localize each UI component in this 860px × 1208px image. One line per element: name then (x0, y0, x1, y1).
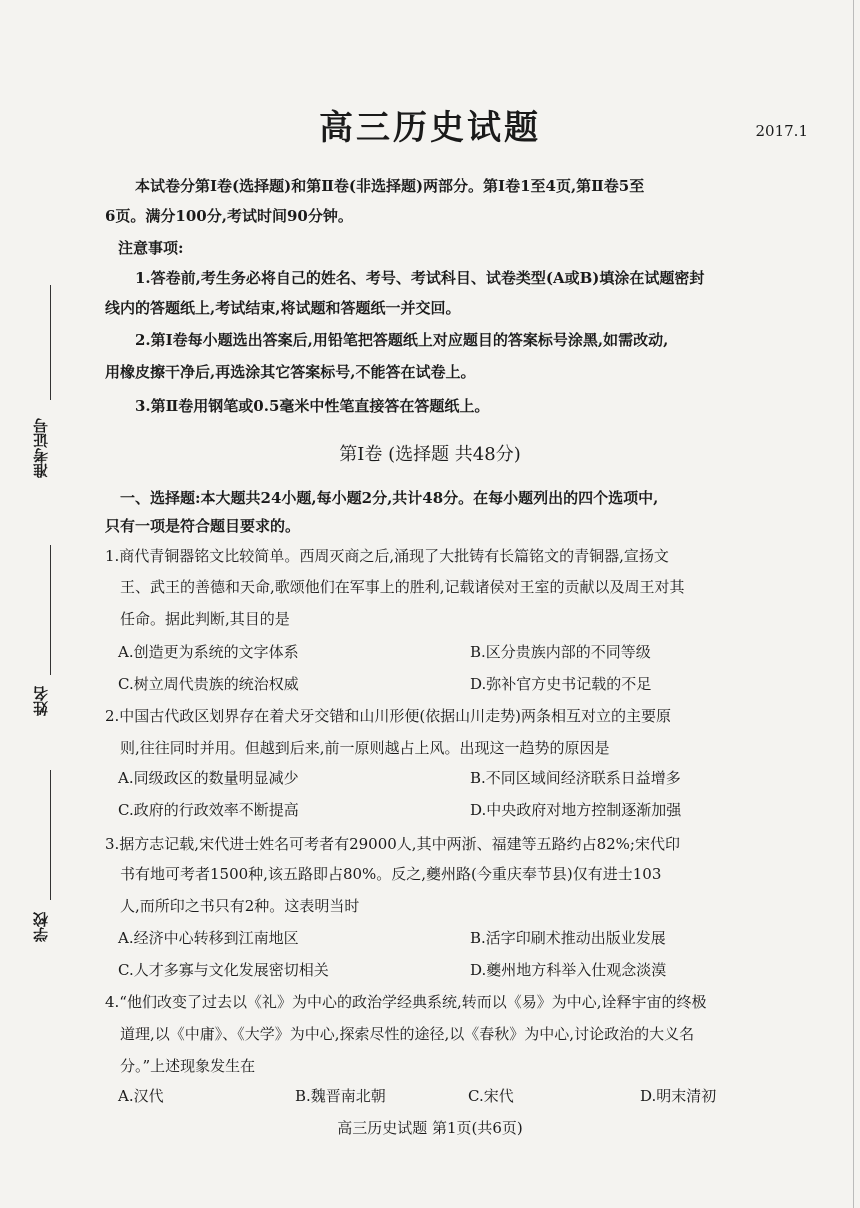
question-2-option-b: B.不同区域间经济联系日益增多 (470, 769, 681, 787)
name-label: 姓名 (32, 686, 50, 716)
school-label: 学校 (32, 912, 50, 942)
question-1-option-c: C.树立周代贵族的统治权威 (118, 675, 299, 693)
instruction-line-2: 只有一项是符合题目要求的。 (105, 517, 301, 535)
question-1-option-b: B.区分贵族内部的不同等级 (470, 643, 651, 661)
page-title: 高三历史试题 (319, 108, 541, 148)
question-1-option-a: A.创造更为系统的文字体系 (118, 643, 299, 661)
note-3: 3.第Ⅱ卷用钢笔或0.5毫米中性笔直接答在答题纸上。 (135, 397, 490, 415)
question-2-line-1: 2.中国古代政区划界存在着犬牙交错和山川形便(依据山川走势)两条相互对立的主要原 (105, 707, 672, 725)
note-2-line-2: 用橡皮擦干净后,再选涂其它答案标号,不能答在试卷上。 (105, 363, 476, 381)
question-3-line-2: 书有地可考者1500种,该五路即占80%。反之,夔州路(今重庆奉节县)仅有进士103 (120, 865, 662, 883)
question-3-line-3: 人,而所印之书只有2种。这表明当时 (120, 897, 360, 915)
question-2-option-a: A.同级政区的数量明显减少 (118, 769, 299, 787)
question-4-option-a: A.汉代 (118, 1087, 164, 1105)
section-heading: 第Ⅰ卷 (选择题 共48分) (339, 444, 521, 465)
question-3-option-a: A.经济中心转移到江南地区 (118, 929, 299, 947)
question-2-option-d: D.中央政府对地方控制逐渐加强 (470, 801, 682, 819)
question-4-option-c: C.宋代 (468, 1087, 514, 1105)
question-3-option-c: C.人才多寡与文化发展密切相关 (118, 961, 329, 979)
question-1-line-3: 任命。据此判断,其目的是 (120, 610, 290, 628)
question-2-line-2: 则,往往同时并用。但越到后来,前一原则越占上风。出现这一趋势的原因是 (120, 739, 610, 757)
notes-heading: 注意事项: (118, 239, 184, 257)
question-4-option-d: D.明末清初 (640, 1087, 717, 1105)
question-4-line-3: 分。”上述现象发生在 (120, 1057, 256, 1075)
question-1-line-2: 王、武王的善德和天命,歌颂他们在军事上的胜利,记载诸侯对王室的贡献以及周王对其 (120, 578, 685, 596)
question-4-line-1: 4.“他们改变了过去以《礼》为中心的政治学经典系统,转而以《易》为中心,诠释宇宙的终极 (105, 993, 707, 1011)
scan-edge-line (853, 0, 854, 1208)
question-1-line-1: 1.商代青铜器铭文比较简单。西周灭商之后,涌现了大批铸有长篇铭文的青铜器,宣扬文 (105, 547, 669, 565)
note-1-line-1: 1.答卷前,考生务必将自己的姓名、考号、考试科目、试卷类型(A或B)填涂在试题密封 (135, 269, 705, 287)
question-4-line-2: 道理,以《中庸》、《大学》为中心,探索尽性的途径,以《春秋》为中心,讨论政治的大义名 (120, 1025, 695, 1043)
intro-line-2: 6页。满分100分,考试时间90分钟。 (105, 207, 353, 225)
instruction-line-1: 一、选择题:本大题共24小题,每小题2分,共计48分。在每小题列出的四个选项中, (120, 489, 659, 507)
exam-date: 2017.1 (755, 122, 808, 140)
question-3-option-b: B.活字印刷术推动出版业发展 (470, 929, 666, 947)
exam-id-line (50, 285, 51, 400)
question-3-option-d: D.夔州地方科举入仕观念淡漠 (470, 961, 667, 979)
school-line (50, 770, 51, 900)
note-2-line-1: 2.第Ⅰ卷每小题选出答案后,用铅笔把答题纸上对应题目的答案标号涂黑,如需改动, (135, 331, 669, 349)
page-footer: 高三历史试题 第1页(共6页) (337, 1119, 523, 1137)
question-2-option-c: C.政府的行政效率不断提高 (118, 801, 299, 819)
question-1-option-d: D.弥补官方史书记载的不足 (470, 675, 652, 693)
intro-line-1: 本试卷分第Ⅰ卷(选择题)和第Ⅱ卷(非选择题)两部分。第Ⅰ卷1至4页,第Ⅱ卷5至 (135, 177, 645, 195)
question-3-line-1: 3.据方志记载,宋代进士姓名可考者有29000人,其中两浙、福建等五路约占82%;宋代印 (105, 835, 680, 853)
note-1-line-2: 线内的答题纸上,考试结束,将试题和答题纸一并交回。 (105, 299, 461, 317)
name-line (50, 545, 51, 675)
question-4-option-b: B.魏晋南北朝 (295, 1087, 386, 1105)
exam-id-label: 准考证号 (32, 418, 50, 478)
